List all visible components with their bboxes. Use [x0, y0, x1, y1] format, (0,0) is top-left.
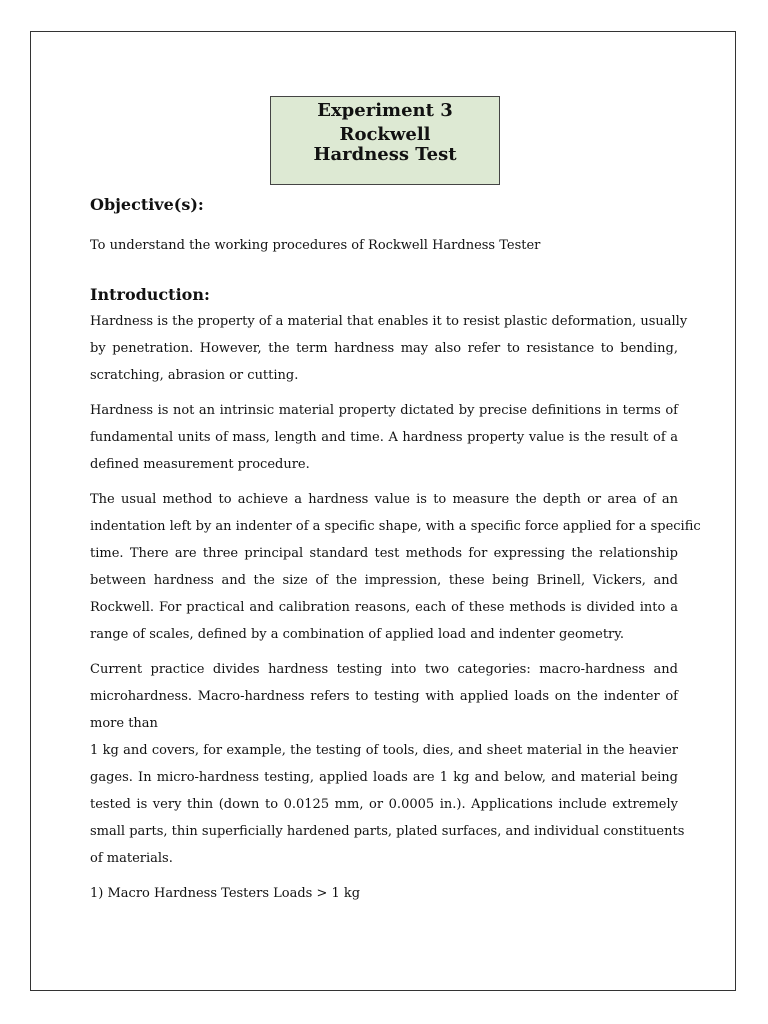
- paragraph-line: fundamental units of mass, length and time. A hardness property value is the result of a: [90, 430, 678, 445]
- introduction-heading: Introduction:: [90, 285, 210, 304]
- paragraph-line: tested is very thin (down to 0.0125 mm, or 0.0005 in.). Applications include extremely: [90, 797, 678, 812]
- list-item-macro-hardness: 1) Macro Hardness Testers Loads > 1 kg: [90, 886, 361, 901]
- paragraph-line: 1 kg and covers, for example, the testing of tools, dies, and sheet material in the heavier: [90, 743, 678, 758]
- paragraph-line: The usual method to achieve a hardness value is to measure the depth or area of an: [90, 492, 678, 507]
- paragraph-line: small parts, thin superficially hardened parts, plated surfaces, and individual constituents: [90, 824, 685, 839]
- paragraph-line: Rockwell. For practical and calibration reasons, each of these methods is divided into a: [90, 600, 678, 615]
- paragraph-1: [90, 308, 688, 389]
- paragraph-line: time. There are three principal standard test methods for expressing the relationship: [90, 546, 678, 561]
- paragraph-line: gages. In micro-hardness testing, applied loads are 1 kg and below, and material being: [90, 770, 678, 785]
- paragraph-line: indentation left by an indenter of a specific shape, with a specific force applied for a specific: [90, 519, 701, 534]
- paragraph-4: [90, 656, 685, 872]
- paragraph-line: Hardness is not an intrinsic material property dictated by precise definitions in terms of: [90, 403, 678, 418]
- title-box: [270, 96, 500, 185]
- paragraph-line: more than: [90, 716, 158, 731]
- document-title-line1: Experiment 3 Rockwell: [317, 100, 453, 145]
- paragraph-line: scratching, abrasion or cutting.: [90, 368, 299, 383]
- objective-heading: Objective(s):: [90, 195, 204, 214]
- paragraph-line: defined measurement procedure.: [90, 457, 310, 472]
- paragraph-line: of materials.: [90, 851, 173, 866]
- document-title-line2: Hardness Test: [313, 144, 457, 165]
- paragraph-line: between hardness and the size of the impression, these being Brinell, Vickers, and: [90, 573, 678, 588]
- paragraph-3: [90, 486, 701, 648]
- paragraph-line: Hardness is the property of a material that enables it to resist plastic deformation, usually: [90, 314, 688, 329]
- paragraph-2: [90, 397, 678, 478]
- paragraph-line: range of scales, defined by a combination of applied load and indenter geometry.: [90, 627, 625, 642]
- paragraph-line: by penetration. However, the term hardness may also refer to resistance to bending,: [90, 341, 678, 356]
- paragraph-line: microhardness. Macro-hardness refers to testing with applied loads on the indenter of: [90, 689, 678, 704]
- objective-text: To understand the working procedures of Rockwell Hardness Tester: [90, 238, 541, 253]
- paragraph-line: Current practice divides hardness testing into two categories: macro-hardness and: [90, 662, 678, 677]
